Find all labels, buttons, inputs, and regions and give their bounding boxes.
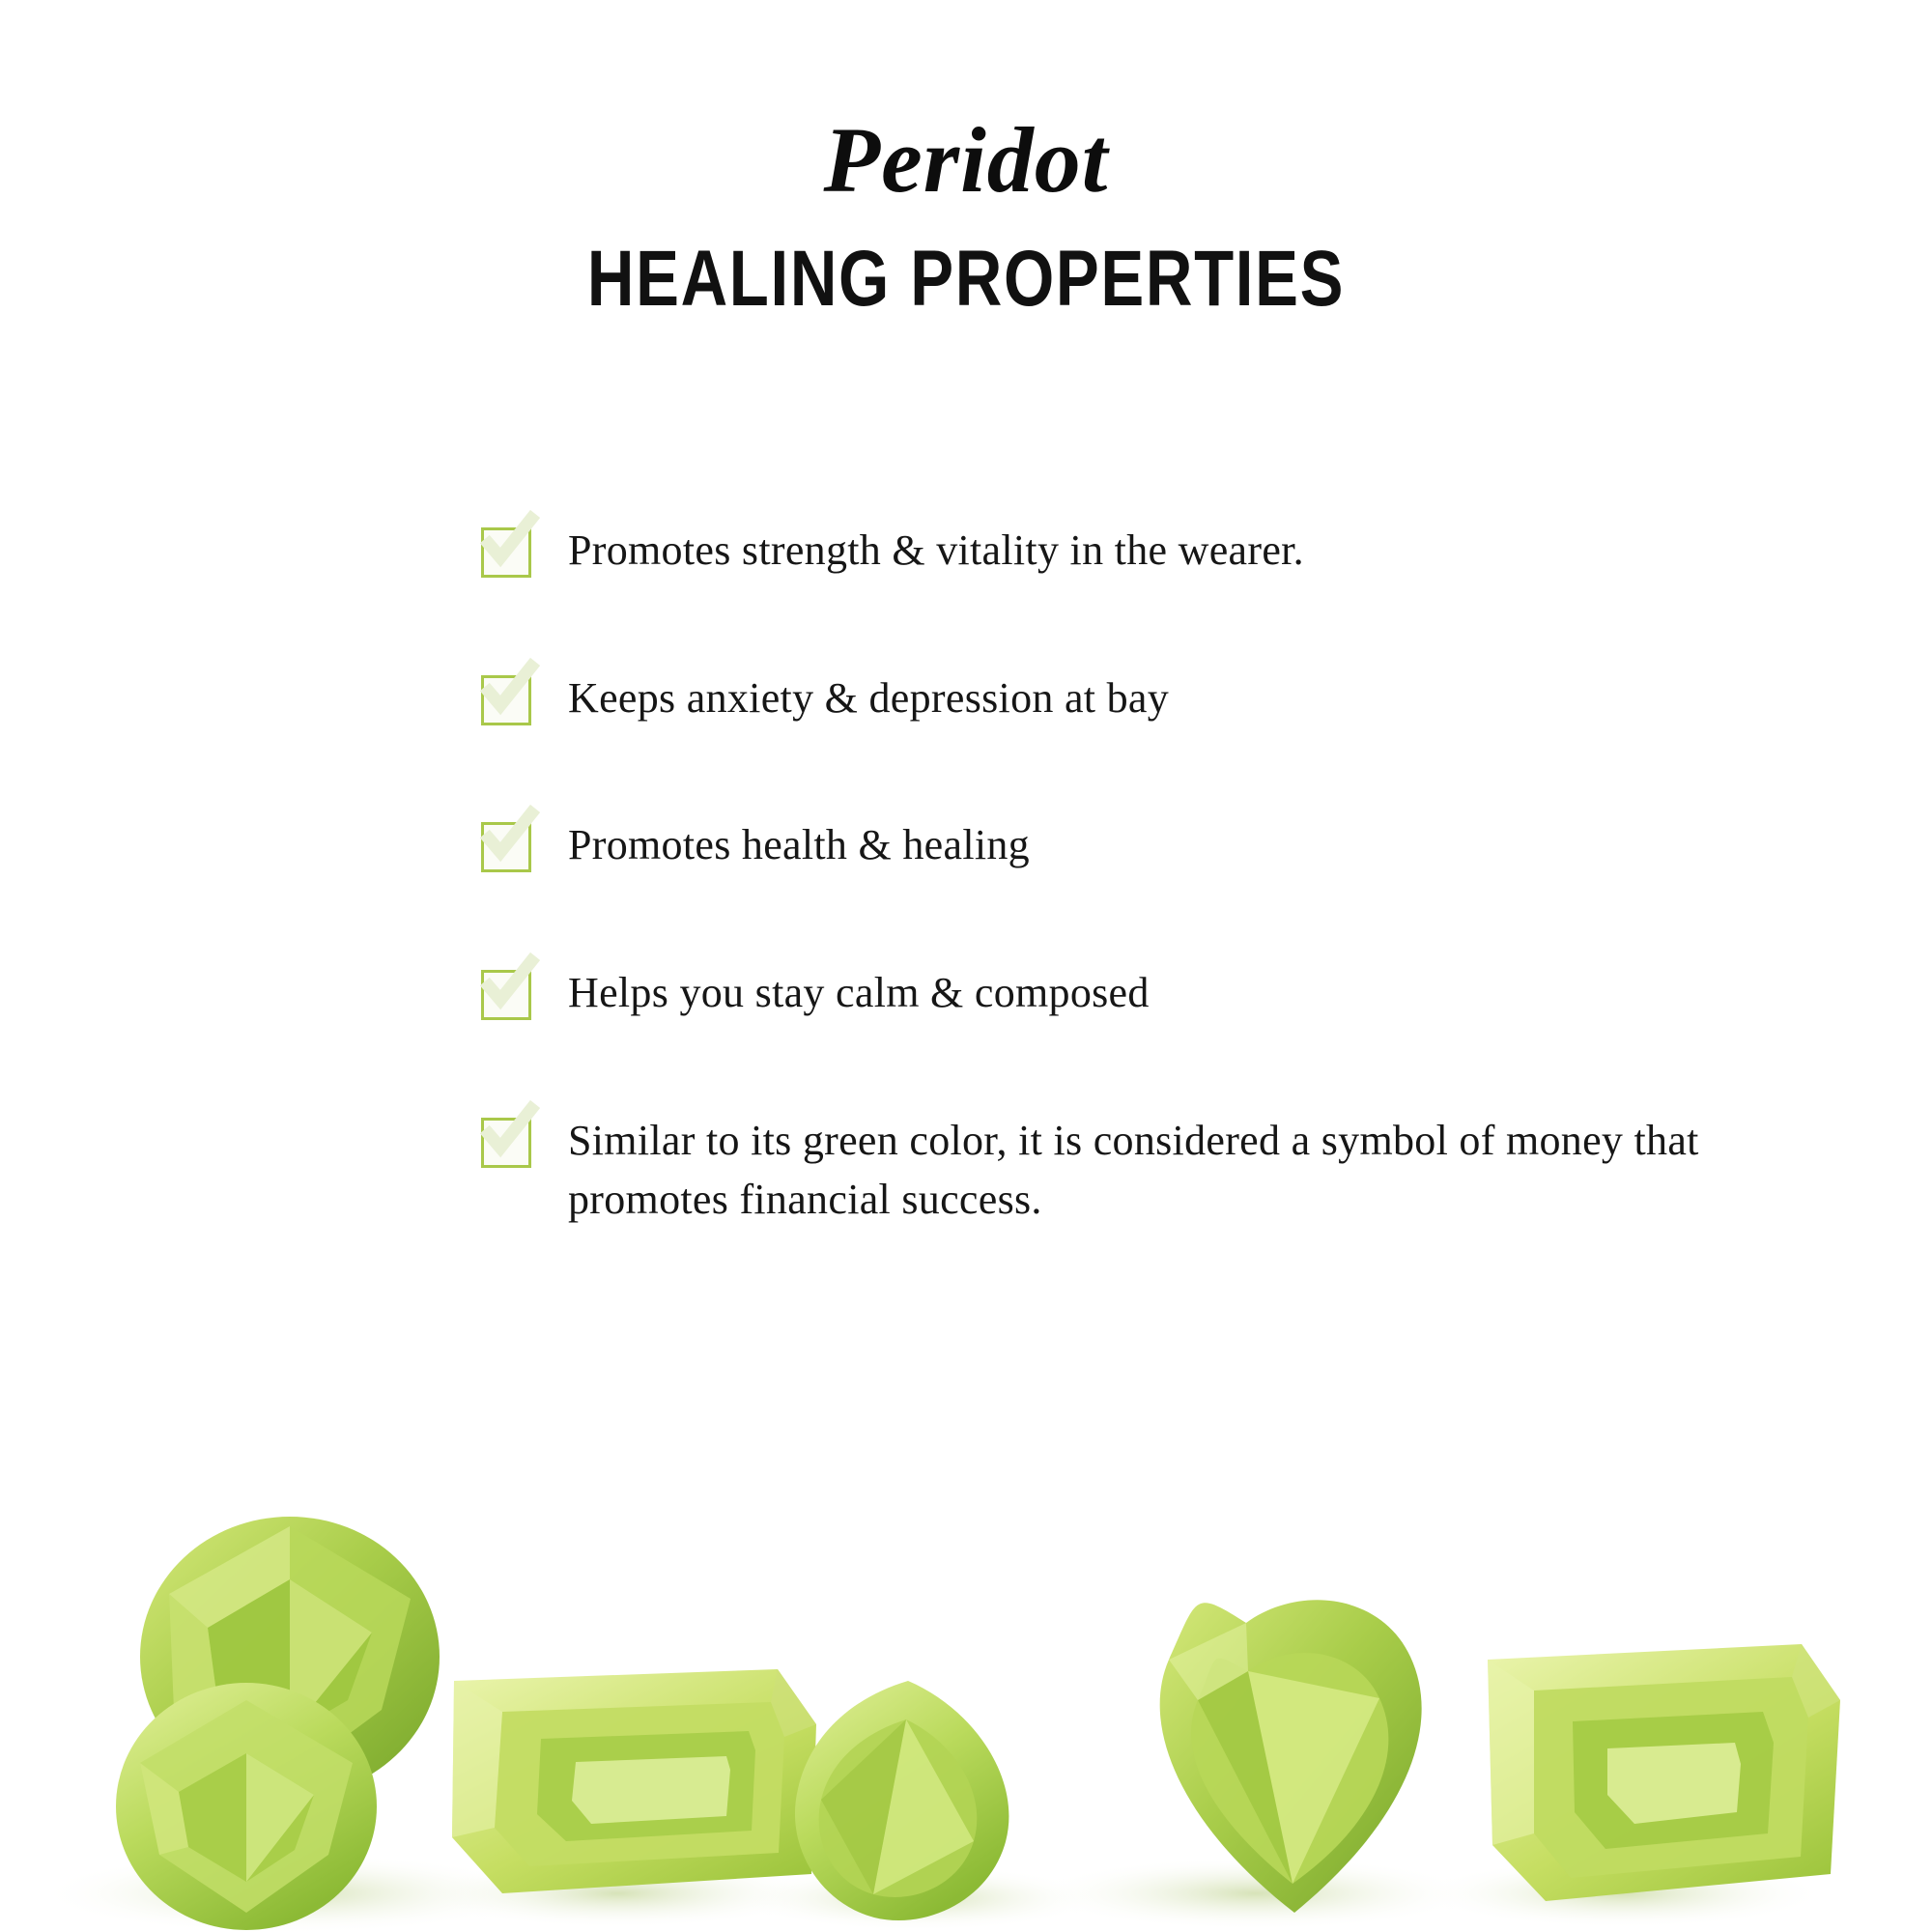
list-item (481, 1112, 1795, 1229)
list-item (481, 964, 1795, 1023)
checkbox-checked-icon (481, 970, 531, 1020)
checkbox-checked-icon (481, 527, 531, 578)
list-item (481, 669, 1795, 728)
list-item (481, 816, 1795, 875)
list-item (481, 522, 1795, 581)
checkbox-checked-icon (481, 822, 531, 872)
peridot-gemstones-photo (0, 1391, 1932, 1932)
list-item-label: Promotes health & healing (568, 821, 1030, 869)
page-title-script: Peridot (823, 108, 1109, 212)
page-title-main: HEALING PROPERTIES (586, 235, 1346, 323)
list-item-label: Promotes strength & vitality in the wearer. (568, 526, 1304, 574)
checkbox-checked-icon (481, 675, 531, 725)
list-item-label: Keeps anxiety & depression at bay (568, 673, 1170, 722)
healing-properties-list (481, 522, 1795, 1229)
page-header (0, 0, 1932, 323)
list-item-label: Helps you stay calm & composed (568, 969, 1150, 1017)
list-item-label: Similar to its green color, it is considered a symbol of money that promotes financial success. (568, 1116, 1699, 1223)
checkbox-checked-icon (481, 1118, 531, 1168)
